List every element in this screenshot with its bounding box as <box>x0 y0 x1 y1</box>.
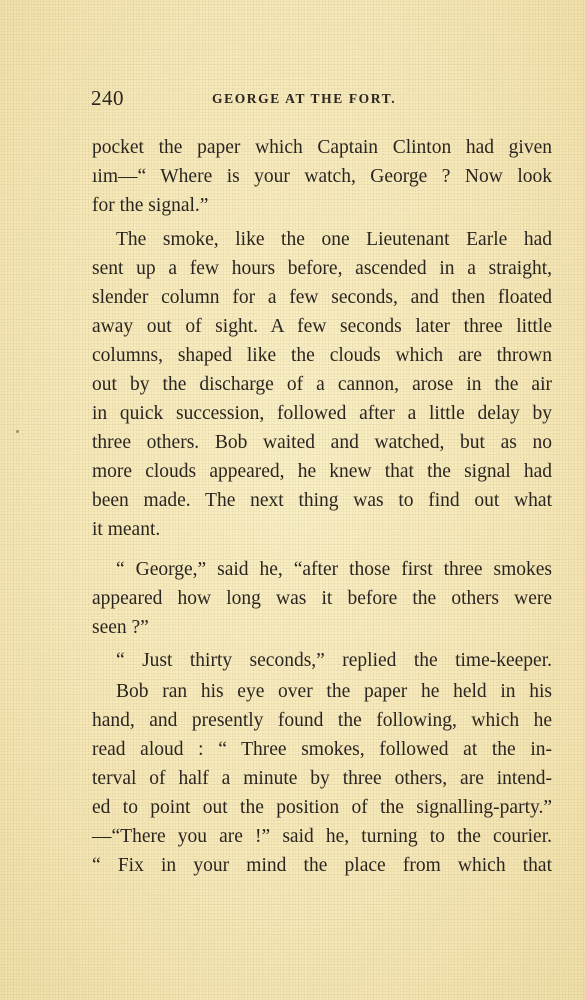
text-line: The smoke, like the one Lieutenant Earle had <box>116 229 552 250</box>
text-line: read aloud : “ Three smokes, followed at the in- <box>92 739 552 760</box>
text-line: hand, and presently found the following, which he <box>92 710 552 731</box>
text-line: slender column for a few seconds, and then floated <box>92 287 552 308</box>
paper-speck <box>16 430 19 433</box>
text-line: “ George,” said he, “after those first three smokes <box>116 559 552 580</box>
text-line: appeared how long was it before the others were <box>92 588 552 609</box>
text-line: it meant. <box>92 519 161 540</box>
text-line: in quick succession, followed after a little delay by <box>92 403 552 424</box>
text-line: ıim—“ Where is your watch, George ? Now look <box>92 166 552 187</box>
text-line: more clouds appeared, he knew that the signal had <box>92 461 552 482</box>
text-line: sent up a few hours before, ascended in a straight, <box>92 258 552 279</box>
text-line: ed to point out the position of the signalling-party.” <box>92 797 552 818</box>
running-title: GEORGE AT THE FORT. <box>212 91 397 106</box>
text-line: for the signal.” <box>92 195 209 216</box>
text-line: Bob ran his eye over the paper he held in his <box>116 681 552 702</box>
text-line: columns, shaped like the clouds which are thrown <box>92 345 552 366</box>
text-line: “ Fix in your mind the place from which that <box>92 855 552 876</box>
text-line: “ Just thirty seconds,” replied the time-keeper. <box>116 650 552 671</box>
text-line: seen ?” <box>92 617 149 638</box>
text-line: —“There you are !” said he, turning to the courier. <box>92 826 552 847</box>
text-line: terval of half a minute by three others, are intend- <box>92 768 552 789</box>
text-line: pocket the paper which Captain Clinton had given <box>92 137 552 158</box>
text-line: away out of sight. A few seconds later three little <box>92 316 552 337</box>
text-line: out by the discharge of a cannon, arose in the air <box>92 374 552 395</box>
text-line: three others. Bob waited and watched, but as no <box>92 432 552 453</box>
page-number: 240 <box>91 86 124 110</box>
text-line: been made. The next thing was to find out what <box>92 490 552 511</box>
